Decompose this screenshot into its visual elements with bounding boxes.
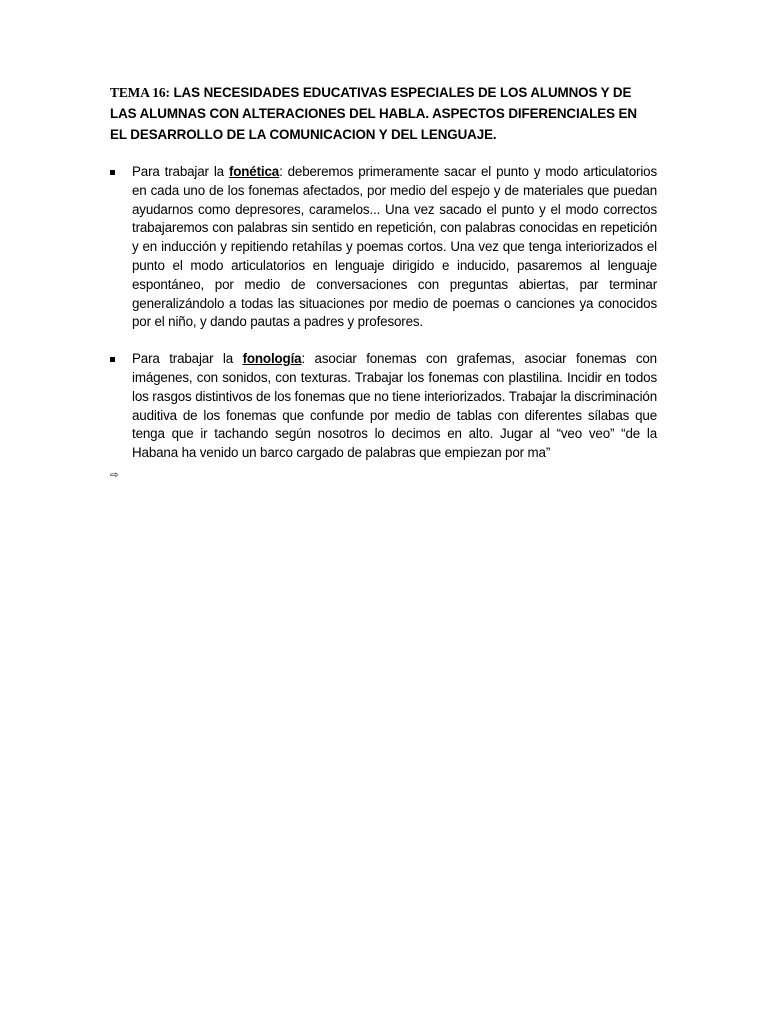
item-lead: Para trabajar la	[132, 351, 243, 367]
item-term: fonología	[242, 351, 302, 367]
square-bullet-icon	[110, 357, 115, 362]
document-page	[110, 82, 657, 483]
arrow-bullet-icon: ⇨	[110, 469, 119, 481]
square-bullet-icon	[110, 170, 115, 175]
item-body: : deberemos primeramente sacar el punto y modo articulatorios en cada uno de los fonemas afectados, por medio del espejo y de materiales que puedan ayudarnos como depresores, caramelos... Una vez sacado el punto y el modo correctos trabajaremos con palabras sin sentido en repetición, con palabras conocidas en repetición y en inducción y repitiendo retahílas y poemas cortos. Una vez que tenga interiorizados el punto el modo articulatorios en lenguaje dirigido e inducido, pasaremos al lenguaje espontáneo, por medio de conversaciones con preguntas abiertas, par terminar generalizándolo a todas las situaciones por medio de poemas o canciones ya conocidos por el niño, y dando pautas a padres y profesores.	[132, 164, 657, 330]
document-title	[110, 82, 657, 145]
item-lead: Para trabajar la	[132, 164, 229, 179]
bullet-list	[110, 163, 657, 463]
item-body: : asociar fonemas con grafemas, asociar fonemas con imágenes, con sonidos, con texturas. Trabajar los fonemas con plastilina. Incidir en todos los rasgos distintivos de los fonemas que no tiene interiorizados. Trabajar la discriminación auditiva de los fonemas que confunde por medio de tablas con diferentes sílabas que tenga que ir tachando según nosotros lo decimos en alto. Jugar al “veo veo” “de la Habana ha venido un barco cargado de palabras que empiezan por ma”	[132, 351, 657, 461]
title-prefix: TEMA 16:	[110, 85, 170, 100]
list-item-fonetica	[110, 163, 657, 332]
title-text: LAS NECESIDADES EDUCATIVAS ESPECIALES DE LOS ALUMNOS Y DE LAS ALUMNAS CON ALTERACIONES DEL HABLA. ASPECTOS DIFERENCIALES EN EL DESARROLLO DE LA COMUNICACION Y DEL LENGUAJE.	[110, 85, 637, 142]
item-term: fonética	[228, 164, 280, 179]
list-item-fonologia	[110, 350, 657, 463]
